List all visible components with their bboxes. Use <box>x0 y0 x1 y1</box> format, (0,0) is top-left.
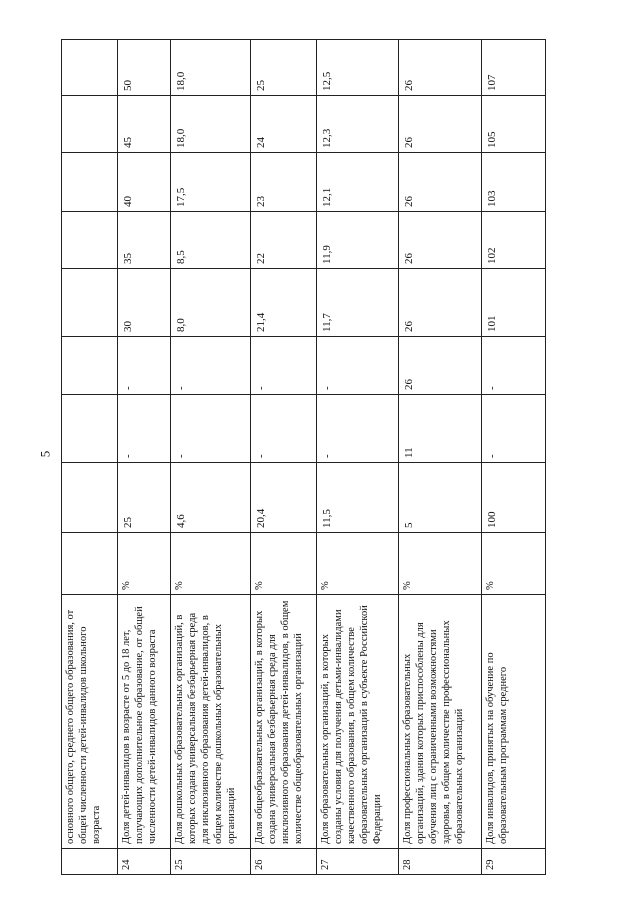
value-cell: - <box>317 337 399 395</box>
value-cell: - <box>118 395 171 463</box>
value-cell: - <box>317 395 399 463</box>
value-cell <box>62 40 118 96</box>
value-cell: - <box>251 337 317 395</box>
value-cell: 8,0 <box>171 269 251 337</box>
value-cell: 40 <box>118 153 171 212</box>
page-number: 5 <box>37 450 52 458</box>
value-cell <box>62 395 118 463</box>
unit-cell: % <box>317 533 399 595</box>
table-row <box>482 40 546 875</box>
value-cell: 100 <box>482 463 546 533</box>
value-cell: 25 <box>251 40 317 96</box>
value-cell: 25 <box>118 463 171 533</box>
indicator-cell: Доля образовательных организаций, в которых созданы условия для получения детьми-инвалидами качественного образования, в общем количестве образовательных организаций в субъекте Российской Федерации <box>317 595 399 849</box>
value-cell: 45 <box>118 96 171 153</box>
value-cell: 11,9 <box>317 212 399 269</box>
value-cell <box>62 269 118 337</box>
rotated-table-container <box>61 40 545 875</box>
value-cell: - <box>482 337 546 395</box>
unit-cell: % <box>482 533 546 595</box>
value-cell: 26 <box>399 96 482 153</box>
value-cell: 26 <box>399 153 482 212</box>
value-cell <box>62 337 118 395</box>
value-cell: 4,6 <box>171 463 251 533</box>
value-cell: - <box>171 337 251 395</box>
row-number-cell: 27 <box>317 849 399 875</box>
value-cell: 5 <box>399 463 482 533</box>
value-cell: 101 <box>482 269 546 337</box>
value-cell: 12,3 <box>317 96 399 153</box>
value-cell: 103 <box>482 153 546 212</box>
value-cell: 20,4 <box>251 463 317 533</box>
indicator-cell: Доля детей-инвалидов в возрасте от 5 до 18 лет, получающих дополнительное образование, от общей численности детей-инвалидов данного возраста <box>118 595 171 849</box>
value-cell <box>62 212 118 269</box>
value-cell: 18,0 <box>171 40 251 96</box>
value-cell: 26 <box>399 269 482 337</box>
value-cell: 102 <box>482 212 546 269</box>
row-number-cell: 26 <box>251 849 317 875</box>
value-cell: 11 <box>399 395 482 463</box>
value-cell: 21,4 <box>251 269 317 337</box>
unit-cell <box>62 533 118 595</box>
value-cell: 12,1 <box>317 153 399 212</box>
table-row <box>171 40 251 875</box>
row-number-cell <box>62 849 118 875</box>
indicator-cell: Доля профессиональных образовательных организаций, здания которых приспособлены для обучения лиц с ограниченными возможностями здоровья, в общем количестве профессиональных образовательных организаций <box>399 595 482 849</box>
value-cell: 35 <box>118 212 171 269</box>
row-number-cell: 25 <box>171 849 251 875</box>
indicator-cell: Доля инвалидов, принятых на обучение по образовательным программам среднего <box>482 595 546 849</box>
value-cell: 12,5 <box>317 40 399 96</box>
value-cell: 22 <box>251 212 317 269</box>
value-cell: 17,5 <box>171 153 251 212</box>
value-cell <box>62 463 118 533</box>
value-cell: 107 <box>482 40 546 96</box>
indicators-table <box>61 39 546 875</box>
row-number-cell: 29 <box>482 849 546 875</box>
indicator-cell: Доля общеобразовательных организаций, в которых создана универсальная безбарьерная среда для инклюзивного образования детей-инвалидов, в общем количестве общеобразовательных организаций <box>251 595 317 849</box>
value-cell: 26 <box>399 40 482 96</box>
indicator-cell: Доля дошкольных образовательных организаций, в которых создана универсальная безбарьерная среда для инклюзивного образования детей-инвалидов, в общем количестве дошкольных образовательных организаций <box>171 595 251 849</box>
value-cell: - <box>118 337 171 395</box>
unit-cell: % <box>399 533 482 595</box>
value-cell: 105 <box>482 96 546 153</box>
value-cell: 26 <box>399 337 482 395</box>
value-cell: 23 <box>251 153 317 212</box>
value-cell: - <box>482 395 546 463</box>
value-cell: - <box>251 395 317 463</box>
table-row <box>62 40 118 875</box>
value-cell: 8,5 <box>171 212 251 269</box>
value-cell: 24 <box>251 96 317 153</box>
unit-cell: % <box>171 533 251 595</box>
table-row <box>118 40 171 875</box>
value-cell: 30 <box>118 269 171 337</box>
value-cell: 26 <box>399 212 482 269</box>
unit-cell: % <box>118 533 171 595</box>
unit-cell: % <box>251 533 317 595</box>
table-row <box>251 40 317 875</box>
value-cell <box>62 153 118 212</box>
value-cell: 11,7 <box>317 269 399 337</box>
value-cell: - <box>171 395 251 463</box>
value-cell <box>62 96 118 153</box>
value-cell: 11,5 <box>317 463 399 533</box>
indicator-cell: основного общего, среднего общего образования, от общей численности детей-инвалидов школьного возраста <box>62 595 118 849</box>
row-number-cell: 28 <box>399 849 482 875</box>
table-row <box>317 40 399 875</box>
table-row <box>399 40 482 875</box>
value-cell: 18,0 <box>171 96 251 153</box>
value-cell: 50 <box>118 40 171 96</box>
row-number-cell: 24 <box>118 849 171 875</box>
